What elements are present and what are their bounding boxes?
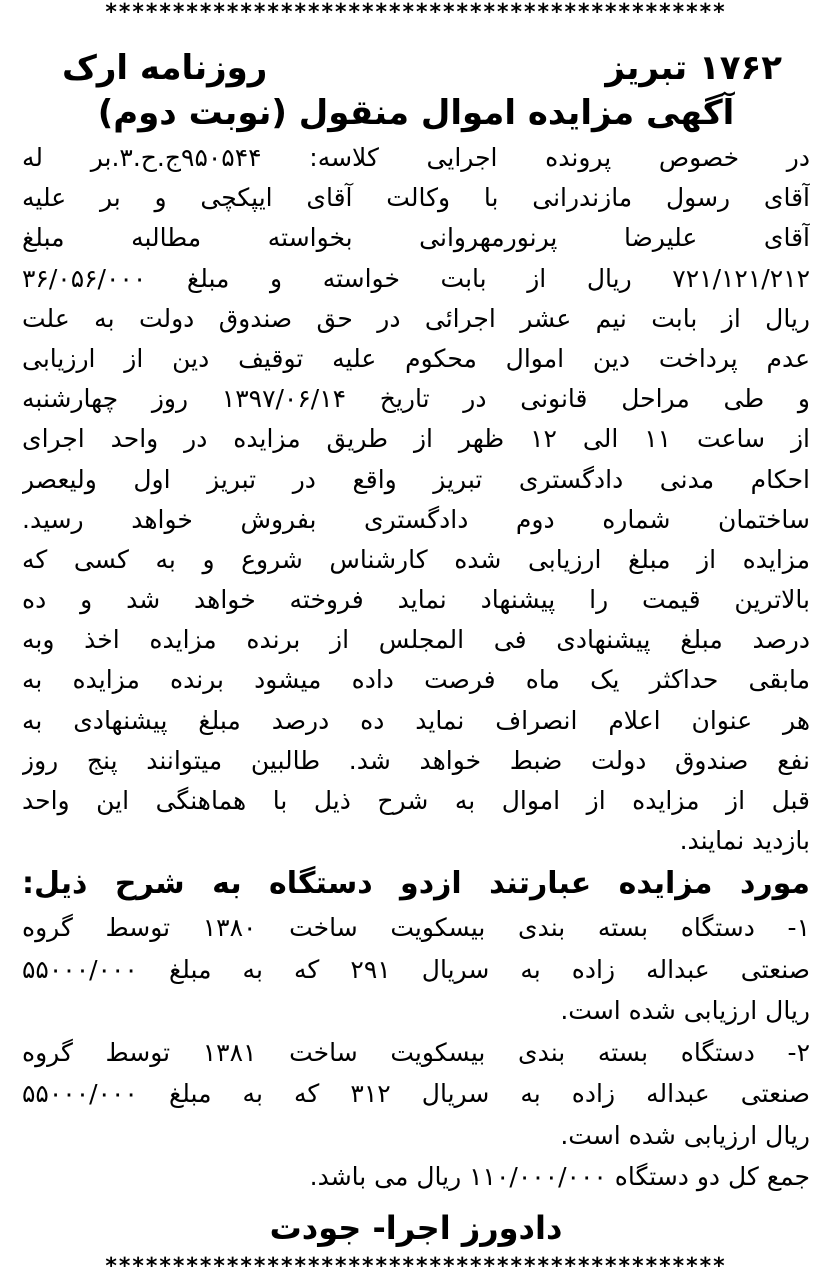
body-line: مزایده از مبلغ ارزیابی شده کارشناس شروع و به کسی که [22,544,810,574]
items-heading: مورد مزایده عبارتند ازدو دستگاه به شرح ذیل: [22,866,810,902]
auction-items [22,907,810,1198]
item-line: ۱- دستگاه بسته بندی بیسکویت ساخت ۱۳۸۰ توسط گروه [22,913,810,943]
notice-content [22,30,810,1250]
body-line: آقای علیرضا پرنورمهروانی بخواسته مطالبه مبلغ [22,223,810,253]
body-line: ریال از بابت نیم عشر اجرائی در حق صندوق دولت به علت [22,303,810,333]
body-line: نفع صندوق دولت ضبط خواهد شد. طالبین میتوانند پنج روز [22,745,810,775]
body-line: بالاترین قیمت را پیشنهاد نماید فروخته خواهد شد و ده [22,585,810,615]
body-line: مابقی حداکثر یک ماه فرصت داده میشود برنده مزایده به [22,665,810,695]
item-line: ریال ارزیابی شده است. [560,996,810,1026]
issue-number-city: ۱۷۶۲ تبریز [605,48,782,88]
body-line: ۷۲۱/۱۲۱/۲۱۲ ریال از بابت خواسته و مبلغ ۳۶/۰۵۶/۰۰۰ [22,263,810,293]
total-line: جمع کل دو دستگاه ۱۱۰/۰۰۰/۰۰۰ ریال می باشد. [309,1162,810,1192]
star-border-bottom: ********************************************** [105,1254,727,1279]
star-border-top: ********************************************** [105,0,727,25]
newspaper-name: روزنامه ارک [62,48,268,88]
body-line: در خصوص پرونده اجرایی کلاسه: ۹۵۰۵۴۴ج.ح.۳.بر له [22,143,810,172]
signature: دادورز اجرا- جودت [269,1208,563,1247]
body-line: آقای رسول مازندرانی با وکالت آقای ایپکچی و بر علیه [22,183,810,213]
body-line: درصد مبلغ پیشنهادی فی المجلس از برنده مزایده اخذ وبه [22,625,810,655]
item-line: صنعتی عبداله زاده به سریال ۳۱۲ که به مبلغ ۵۵۰۰۰/۰۰۰ [22,1079,810,1109]
notice-title: آگهی مزایده اموال منقول (نوبت دوم) [97,93,735,133]
notice-body [22,138,810,861]
body-line: احکام مدنی دادگستری تبریز واقع در تبریز اول ولیعصر [22,464,810,494]
body-line: قبل از مزایده از اموال به شرح ذیل با هماهنگی این واحد [22,786,810,815]
item-line: ۲- دستگاه بسته بندی بیسکویت ساخت ۱۳۸۱ توسط گروه [22,1037,810,1067]
item-line: صنعتی عبداله زاده به سریال ۲۹۱ که به مبلغ ۵۵۰۰۰/۰۰۰ [22,954,810,984]
item-line: ریال ارزیابی شده است. [560,1120,810,1150]
body-line: بازدید نمایند. [679,826,810,856]
body-line: از ساعت ۱۱ الی ۱۲ ظهر از طریق مزایده در واحد اجرای [22,424,810,454]
body-line: عدم پرداخت دین اموال محکوم علیه توقیف دین از ارزیابی [22,343,810,373]
notice-header [22,30,810,88]
body-line: هر عنوان اعلام انصراف نماید ده درصد مبلغ پیشنهادی به [22,705,810,735]
body-line: ساختمان شماره دوم دادگستری بفروش خواهد رسید. [22,504,810,534]
body-line: و طی مراحل قانونی در تاریخ ۱۳۹۷/۰۶/۱۴ روز چهارشنبه [22,384,810,414]
